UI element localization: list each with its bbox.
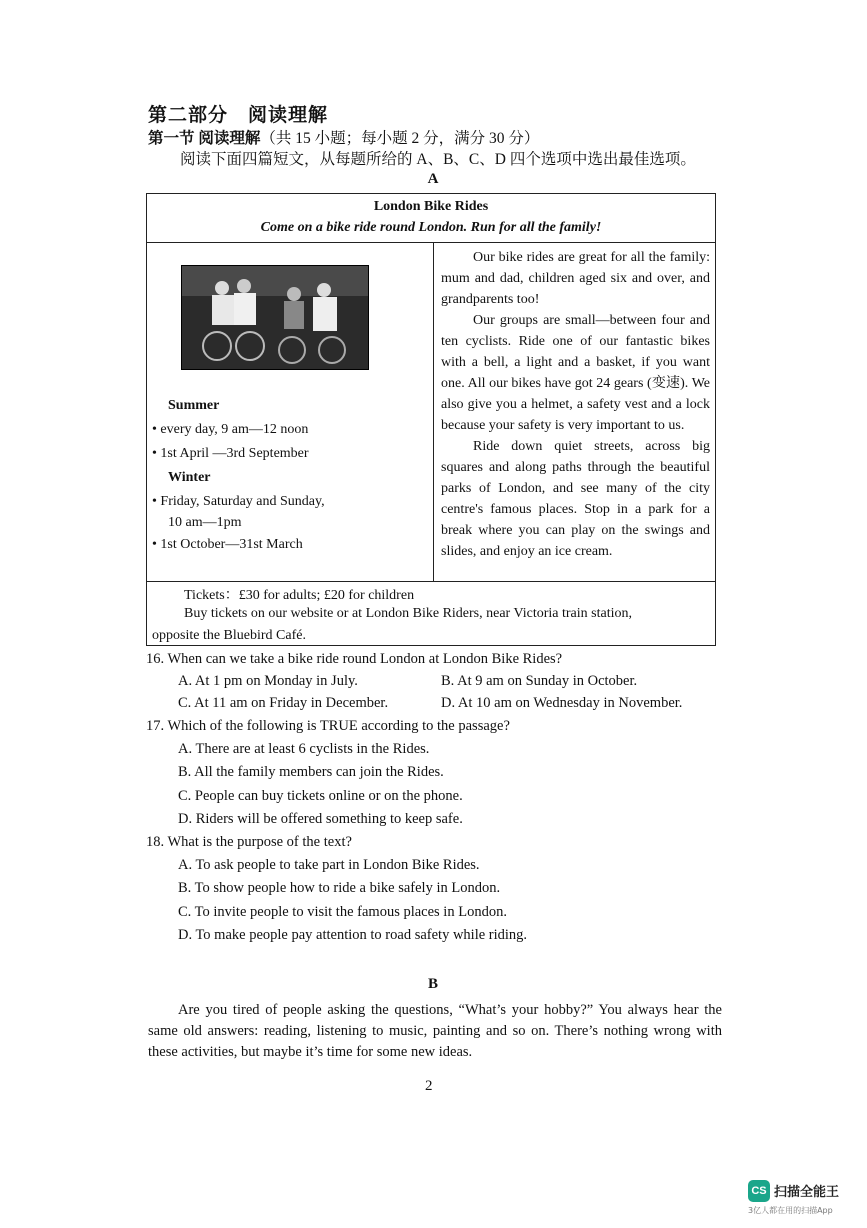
ticket-purchase-line2: opposite the Bluebird Café. (152, 628, 306, 643)
passage-a-letter: A (427, 171, 439, 187)
question-16: 16. When can we take a bike ride round London at London Bike Rides? (146, 651, 563, 667)
ticket-prices: Tickets：£30 for adults; £20 for children (184, 588, 415, 603)
question-18: 18. What is the purpose of the text? (146, 834, 352, 850)
summer-dates: • 1st April —3rd September (152, 446, 309, 461)
section-detail: （共 15 小题；每小题 2 分，满分 30 分） (260, 130, 540, 147)
q18-option-d: D. To make people pay attention to road safety while riding. (178, 927, 528, 943)
watermark-app-name: 扫描全能王 (774, 1185, 840, 1200)
part-title: 第二部分 阅读理解 (148, 105, 329, 126)
q17-option-b: B. All the family members can join the Rides. (178, 764, 444, 780)
ad-paragraph: Our groups are small—between four and ten cyclists. Ride one of our fantastic bikes with a bell, a light and a basket, if you want one. All our bikes have got 24 gears (变速). We also give you a helmet, a safety vest and a lock because your safety is very important to us. (441, 313, 710, 433)
winter-dates: • 1st October—31st March (152, 537, 303, 552)
cyclists-photo (181, 265, 369, 370)
q16-option-d: D. At 10 am on Wednesday in November. (441, 695, 683, 711)
question-17: 17. Which of the following is TRUE according to the passage? (146, 718, 510, 734)
winter-label: Winter (168, 470, 211, 485)
q17-option-d: D. Riders will be offered something to keep safe. (178, 811, 463, 827)
instructions: 阅读下面四篇短文，从每题所给的 A、B、C、D 四个选项中选出最佳选项。 (180, 151, 696, 168)
q16-option-b: B. At 9 am on Sunday in October. (441, 673, 638, 689)
ticket-purchase-line1: Buy tickets on our website or at London Bike Riders, near Victoria train station, (184, 606, 632, 621)
passage-b-text (148, 1000, 722, 1063)
ad-paragraph: Our bike rides are great for all the family: mum and dad, children aged six and over, and grandparents too! (441, 250, 710, 307)
cyclists-illustration (182, 266, 368, 369)
watermark-tagline: 3亿人都在用的扫描App (748, 1206, 833, 1215)
page-number: 2 (425, 1078, 433, 1094)
q18-option-a: A. To ask people to take part in London Bike Rides. (178, 857, 480, 873)
summer-label: Summer (168, 398, 220, 413)
winter-days: • Friday, Saturday and Sunday, (152, 494, 325, 509)
section-label: 第一节 阅读理解 (148, 130, 261, 147)
q18-option-b: B. To show people how to ride a bike safely in London. (178, 880, 501, 896)
ad-divider-horizontal (146, 581, 716, 582)
ad-paragraph: Ride down quiet streets, across big squares and along paths through the beautiful parks of London, and see many of the city centre's famous places. Stop in a park for a break where you can play on the swings and slides, and enjoy an ice cream. (441, 439, 710, 559)
q17-option-a: A. There are at least 6 cyclists in the Rides. (178, 741, 430, 757)
q16-option-c: C. At 11 am on Friday in December. (178, 695, 389, 711)
camscanner-logo-icon: CS (748, 1180, 770, 1202)
q18-option-c: C. To invite people to visit the famous places in London. (178, 904, 507, 920)
ad-divider-vertical (433, 243, 434, 582)
ad-title: London Bike Rides (373, 199, 489, 214)
section-title (148, 126, 539, 148)
ad-header (146, 193, 716, 243)
q16-option-a: A. At 1 pm on Monday in July. (178, 673, 358, 689)
summer-hours: • every day, 9 am—12 noon (152, 422, 309, 437)
passage-b-letter: B (427, 976, 438, 992)
ad-description (441, 247, 710, 562)
winter-hours: 10 am—1pm (168, 515, 242, 530)
ad-subtitle: Come on a bike ride round London. Run for all the family! (260, 220, 602, 235)
passage-b-paragraph: Are you tired of people asking the questions, “What’s your hobby?” You always hear the same old answers: reading, listening to music, painting and so on. There’s nothing wrong with these activities, but maybe it’s time for some new ideas. (148, 1002, 722, 1060)
q17-option-c: C. People can buy tickets online or on the phone. (178, 788, 463, 804)
